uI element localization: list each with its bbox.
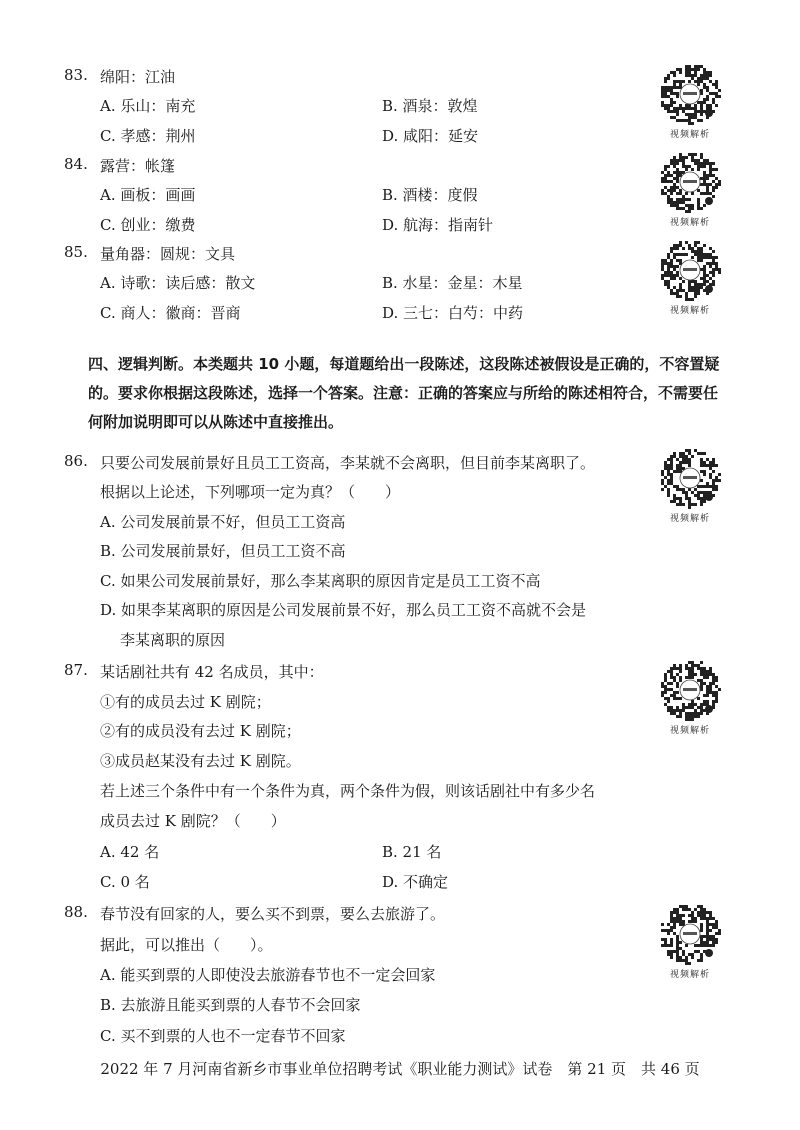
question-86-number: 86.: [64, 452, 88, 470]
video-analysis-caption: 视频解析: [669, 306, 710, 316]
question-83-number: 83.: [64, 66, 88, 84]
question-87-option-a: A. 42 名: [100, 843, 160, 861]
question-88-option-c: C. 买不到票的人也不一定春节不回家: [100, 1027, 346, 1045]
question-83-option-d: D. 咸阳：延安: [382, 127, 479, 145]
question-83-option-c: C. 孝感：荆州: [100, 127, 196, 145]
question-83-option-a: A. 乐山：南充: [100, 97, 196, 115]
question-83-option-b: B. 酒泉：敦煌: [382, 97, 478, 115]
question-86-option-b: B. 公司发展前景好，但员工工资不高: [100, 542, 346, 560]
question-85-number: 85.: [64, 243, 88, 261]
question-88-prompt: 据此，可以推出（ ）。: [100, 936, 273, 954]
page-footer: 2022 年 7 月河南省新乡市事业单位招聘考试《职业能力测试》试卷 第 21 页 共 46 页: [100, 1060, 700, 1078]
question-86-option-c: C. 如果公司发展前景好，那么李某离职的原因肯定是员工工资不高: [100, 572, 541, 590]
video-analysis-caption: 视频解析: [669, 970, 710, 980]
video-analysis-caption: 视频解析: [669, 218, 710, 228]
question-86-prompt: 根据以上论述，下列哪项一定为真？（ ）: [100, 483, 401, 501]
qr-code-icon: [658, 238, 722, 302]
video-analysis-caption: 视频解析: [669, 726, 710, 736]
question-87-option-b: B. 21 名: [382, 843, 442, 861]
video-analysis-caption: 视频解析: [669, 514, 710, 524]
question-85-stem: 量角器：圆规：文具: [100, 245, 236, 263]
question-88-number: 88.: [64, 903, 88, 921]
question-84-stem: 露营：帐篷: [100, 157, 176, 175]
qr-code-86[interactable]: [655, 446, 725, 524]
question-84-option-d: D. 航海：指南针: [382, 216, 494, 234]
question-83-stem: 绵阳：江油: [100, 68, 176, 86]
qr-code-icon: [658, 902, 722, 966]
question-85-option-a: A. 诗歌：读后感：散文: [100, 274, 256, 292]
qr-code-88[interactable]: [655, 902, 725, 980]
qr-code-icon: [658, 150, 722, 214]
question-87-condition-3: ③成员赵某没有去过 K 剧院。: [100, 752, 301, 770]
question-87-stem: 某话剧社共有 42 名成员，其中：: [100, 663, 324, 681]
question-84-option-a: A. 画板：画画: [100, 186, 196, 204]
qr-code-icon: [658, 446, 722, 510]
question-88-option-a: A. 能买到票的人即使没去旅游春节也不一定会回家: [100, 966, 436, 984]
question-86-stem: 只要公司发展前景好且员工工资高，李某就不会离职，但目前李某离职了。: [100, 454, 596, 472]
question-86-option-d: D. 如果李某离职的原因是公司发展前景不好，那么员工工资不高就不会是: [100, 601, 587, 619]
question-85-option-c: C. 商人：徽商：晋商: [100, 304, 241, 322]
question-85-option-b: B. 水星：金星：木星: [382, 274, 523, 292]
qr-code-85[interactable]: [655, 238, 725, 316]
question-84-number: 84.: [64, 155, 88, 173]
section-instructions: 四、逻辑判断。本类题共 10 小题，每道题给出一段陈述，这段陈述被假设是正确的，不容置疑的。要求你根据这段陈述，选择一个答案。注意：正确的答案应与所给的陈述相符合，不需要任何附加说明即可以从陈述中直接推出。: [88, 355, 720, 431]
question-87-condition-2: ②有的成员没有去过 K 剧院；: [100, 722, 301, 740]
question-87-prompt: 若上述三个条件中有一个条件为真，两个条件为假，则该话剧社中有多少名: [100, 782, 596, 800]
qr-code-87[interactable]: [655, 658, 725, 736]
video-analysis-caption: 视频解析: [669, 130, 710, 140]
qr-code-icon: [658, 658, 722, 722]
question-87-condition-1: ①有的成员去过 K 剧院；: [100, 693, 271, 711]
question-87-prompt-cont: 成员去过 K 剧院？（ ）: [100, 812, 286, 830]
question-87-option-c: C. 0 名: [100, 873, 150, 891]
qr-code-83[interactable]: [655, 62, 725, 140]
qr-code-icon: [658, 62, 722, 126]
question-84-option-c: C. 创业：缴费: [100, 216, 196, 234]
qr-code-84[interactable]: [655, 150, 725, 228]
question-86-option-a: A. 公司发展前景不好，但员工工资高: [100, 513, 346, 531]
question-86-option-d-cont: 李某离职的原因: [120, 631, 226, 649]
question-87-option-d: D. 不确定: [382, 873, 449, 891]
question-88-stem: 春节没有回家的人，要么买不到票，要么去旅游了。: [100, 905, 446, 923]
question-88-option-b: B. 去旅游且能买到票的人春节不会回家: [100, 996, 361, 1014]
question-84-option-b: B. 酒楼：度假: [382, 186, 478, 204]
question-87-number: 87.: [64, 661, 88, 679]
question-85-option-d: D. 三七：白芍：中药: [382, 304, 524, 322]
